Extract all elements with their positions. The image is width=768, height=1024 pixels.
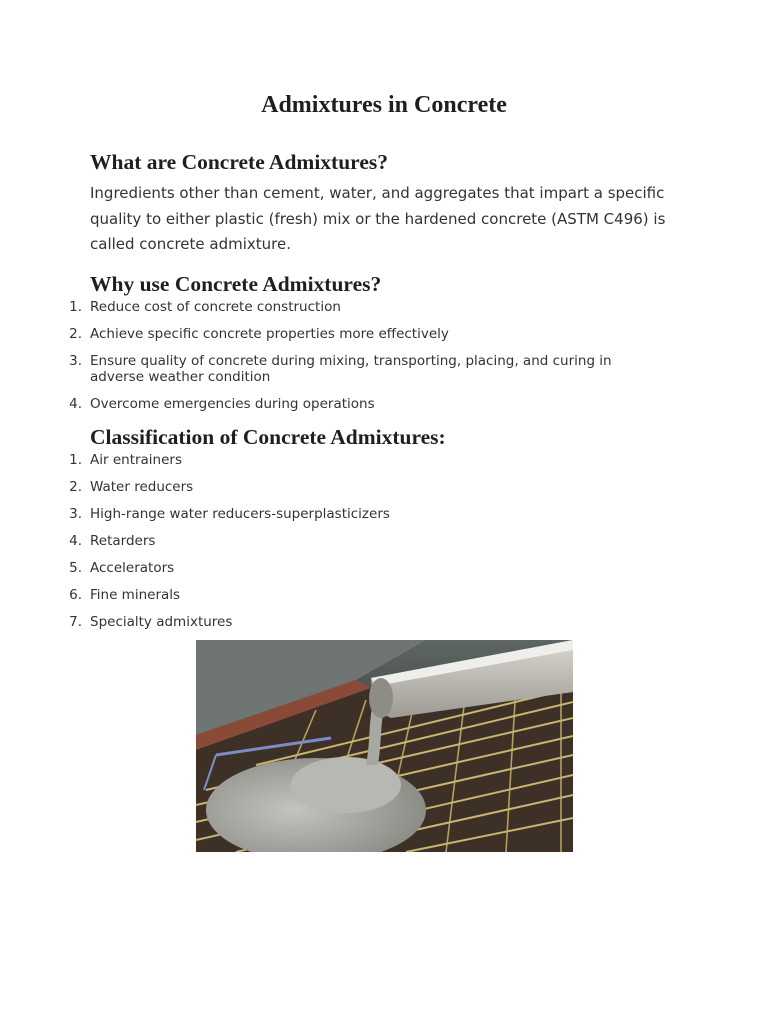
- list-item: 7. Specialty admixtures: [69, 614, 233, 630]
- heading-what: What are Concrete Admixtures?: [90, 150, 388, 174]
- heading-classification: Classification of Concrete Admixtures:: [90, 425, 446, 449]
- list-item: 5. Accelerators: [69, 560, 175, 576]
- list-item: 1. Air entrainers: [69, 452, 183, 468]
- list-item: 3. High-range water reducers-superplasticizers: [69, 506, 390, 522]
- concrete-pouring-illustration: [196, 640, 573, 852]
- list-item: 3. Ensure quality of concrete during mixing, transporting, placing, and curing in adverse weather condition: [69, 353, 612, 385]
- heading-why: Why use Concrete Admixtures?: [90, 272, 382, 296]
- list-item: 2. Water reducers: [69, 479, 194, 495]
- why-list: [0, 299, 640, 423]
- list-item: 1. Reduce cost of concrete construction: [69, 299, 341, 315]
- list-item: 4. Overcome emergencies during operations: [69, 396, 375, 412]
- classification-list: [0, 452, 640, 641]
- list-item: 2. Achieve specific concrete properties more effectively: [69, 326, 449, 342]
- concrete-pouring-photo: [196, 640, 573, 852]
- intro-paragraph: Ingredients other than cement, water, and aggregates that impart a specific quality to either plastic (fresh) mix or the hardened concrete (ASTM C496) is called concrete admixture.: [90, 184, 666, 253]
- list-item: 6. Fine minerals: [69, 587, 181, 603]
- list-item: 4. Retarders: [69, 533, 156, 549]
- page-title: Admixtures in Concrete: [261, 92, 507, 118]
